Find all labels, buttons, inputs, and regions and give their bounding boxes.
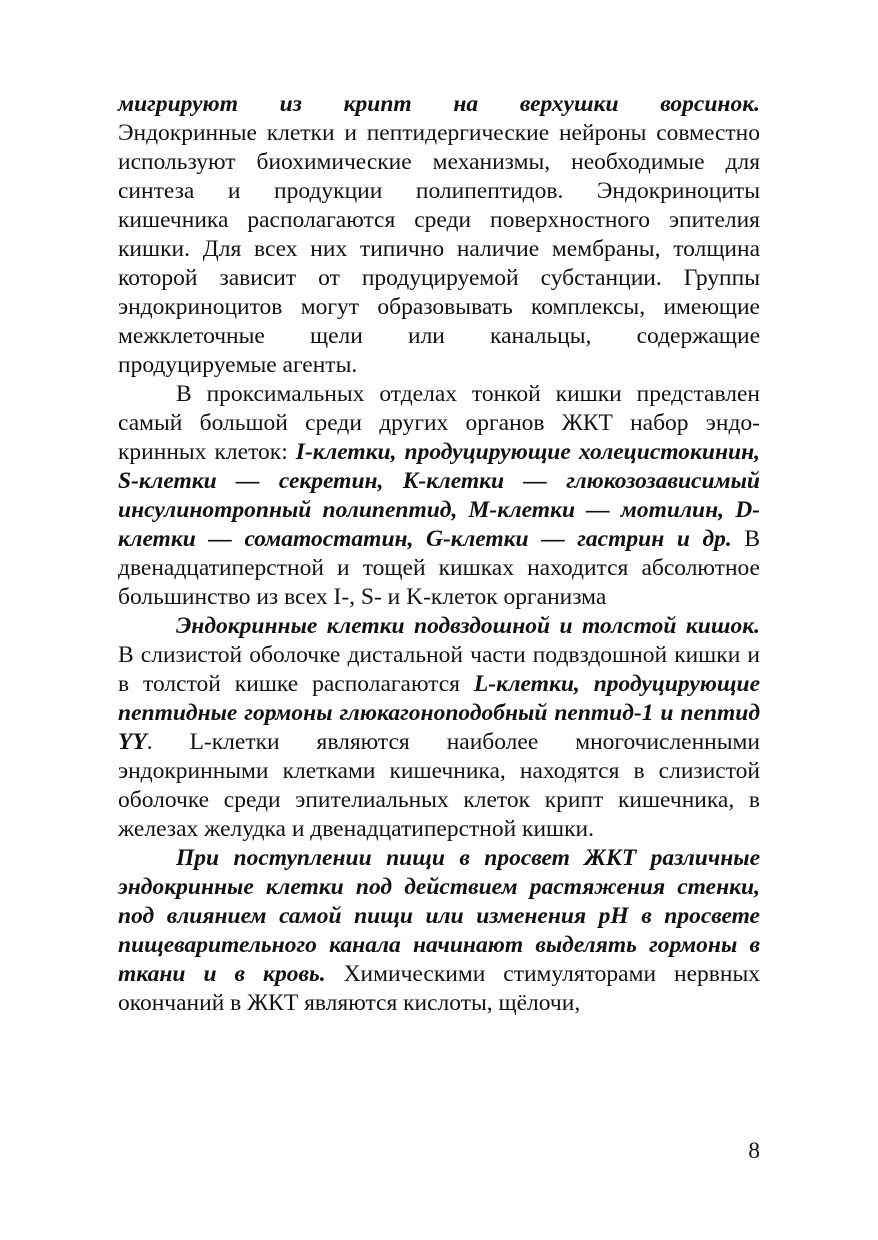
- document-page: [118, 90, 760, 1018]
- paragraph-1-run-2: Эндокринные клетки и пептидергические нейроны совместно используют биохимические механизмы, необходимые для синтеза и продукции полипептидов. Эндокриноциты кишечника располагаются среди поверхностного эпителия кишки. Для всех них типично наличие мембраны, толщина которой зависит от продуцируемой субстанции. Группы эндокриноцитов могут образовывать комплексы, имеющие межклеточные щели или канальцы, содержащие продуцируемые агенты.: [118, 120, 760, 378]
- paragraph-4-run-1: При поступлении пищи в просвет ЖКТ различные эндокринные клетки под действием растяжения стенки, под влиянием самой пищи или изменения pH в просвете пищеварительного канала начинают выделять гормоны в ткани и в кровь.: [118, 845, 760, 987]
- page-number: 8: [748, 1138, 760, 1164]
- paragraph-4: [118, 844, 760, 1018]
- paragraph-3-run-4: . L-клетки являются наиболее многочисленными эндокринными клетками кишечника, находятся в слизистой оболочке среди эпителиальных клеток крипт кишечника, в железах желудка и двенадцатиперстной кишки.: [118, 729, 760, 842]
- paragraph-2: [118, 380, 760, 612]
- paragraph-3-run-1: Эндокринные клетки подвздошной и толстой кишок.: [176, 613, 760, 639]
- paragraph-4-run-2: Химическими стимуляторами нервных окончаний в ЖКТ являются кислоты, щёлочи,: [118, 961, 760, 1016]
- paragraph-2-run-2: I-клетки, продуцирующие холецистокинин, S-клетки — секретин, K-клетки — глюкозозависимый инсулинотропный полипептид, М-клетки — мотилин, D-клетки — соматостатин, G-клетки — гастрин и др.: [118, 439, 760, 552]
- paragraph-3-run-3: L-клетки, продуцирующие пептидные гормоны глюкагоноподобный пептид-1 и пептид YY: [118, 671, 761, 755]
- paragraph-2-run-1: В проксимальных отделах тонкой кишки представлен самый большой среди других органов ЖКТ набор эндокринных клеток:: [118, 381, 760, 465]
- paragraph-1: [118, 90, 760, 380]
- paragraph-2-run-3: В двенадцатиперстной и тощей кишках находится абсолютное большинство из всех I-, S- и K-клеток организма: [118, 526, 760, 610]
- paragraph-1-run-1: мигрируют из крипт на верхушки ворсинок.: [118, 91, 760, 117]
- paragraph-3-run-2: В слизистой оболочке дистальной части подвздошной кишки и в толстой кишке располагаются: [118, 642, 760, 697]
- paragraph-3: [118, 612, 760, 844]
